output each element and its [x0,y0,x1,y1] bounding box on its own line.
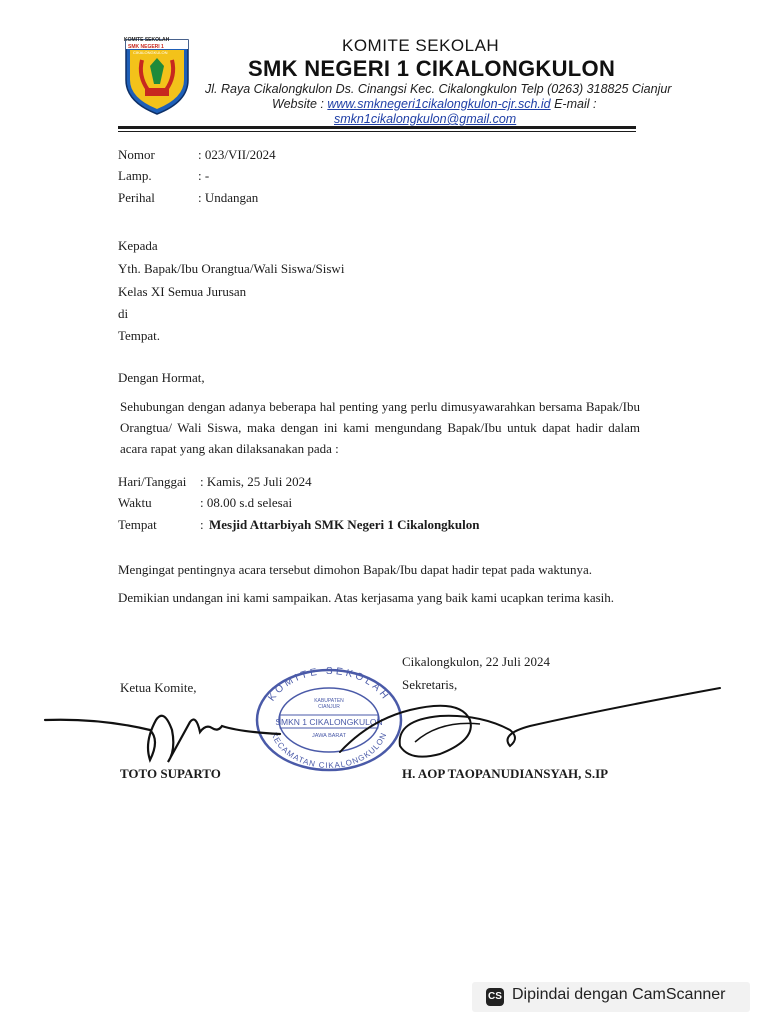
perihal-value: : Undangan [198,190,259,205]
tempat-separator: : [200,517,204,532]
lamp-value: : - [198,168,210,183]
signatures [40,680,740,770]
tempat-label: Tempat [118,517,157,532]
right-signer-title: Sekretaris, [402,677,458,692]
logo-label-top: KOMITE SEKOLAH [124,37,170,43]
header-divider-thin [118,131,636,132]
waktu-label: Waktu [118,495,152,510]
recipient-line-4: di [118,306,129,321]
school-address: Jl. Raya Cikalongkulon Ds. Cinangsi Kec. Cikalongkulon Telp (0263) 318825 Cianjur [205,82,672,96]
hari-value: : Kamis, 25 Juli 2024 [200,474,312,489]
header-divider [118,126,636,129]
website-link[interactable]: www.smknegeri1cikalongkulon-cjr.sch.id [327,97,551,111]
left-signature [45,716,280,762]
email-label: E-mail : [550,97,597,111]
right-signature [340,688,720,757]
waktu-value: : 08.00 s.d selesai [200,495,293,510]
stamp-line-3: SMKN 1 CIKALONGKULON [275,717,383,727]
lamp-label: Lamp. [118,168,152,183]
place-date: Cikalongkulon, 22 Juli 2024 [402,654,551,669]
stamp-ring-top: KOMITE SEKOLAH [266,665,392,704]
recipient-line-1: Kepada [118,238,158,253]
stamp-line-4: JAWA BARAT [311,733,347,739]
nomor-value: : 023/VII/2024 [198,147,276,162]
stamp-ring-bottom: KECAMATAN CIKALONGKULON [269,730,389,771]
recipient-line-2: Yth. Bapak/Ibu Orangtua/Wali Siswa/Siswi [118,261,345,276]
stamp-line-1: KABUPATEN [314,698,344,704]
stamp-line-2: CIANJUR [318,704,340,710]
logo-label-bot: CIKALONGKULON [133,50,168,55]
logo-label-mid: SMK NEGERI 1 [128,44,164,50]
left-signer-title: Ketua Komite, [120,680,197,695]
recipient-line-5: Tempat. [118,328,161,343]
school-name-heading: SMK NEGERI 1 CIKALONGKULON [248,56,616,81]
website-label: Website : [272,97,328,111]
recipient-line-3: Kelas XI Semua Jurusan [118,284,247,299]
camscanner-icon: CS [486,988,504,1006]
hari-label: Hari/Tanggai [118,474,187,489]
contact-line [272,97,596,111]
paragraph-intro: Sehubungan dengan adanya beberapa hal penting yang perlu dimusyawarahkan bersama Bapak/Ibu Orangtua/ Wali Siswa, maka dengan ini kami mengundang Bapak/Ibu untuk dapat hadir dalam acara rapat yang akan dilaksanakan pada : [120,399,640,456]
committee-heading: KOMITE SEKOLAH [342,36,500,55]
paragraph-reminder: Mengingat pentingnya acara tersebut dimohon Bapak/Ibu dapat hadir tepat pada waktunya. [118,562,592,577]
nomor-label: Nomor [118,147,155,162]
perihal-label: Perihal [118,190,155,205]
email-link[interactable]: smkn1cikalongkulon@gmail.com [334,112,517,126]
right-signer-name: H. AOP TAOPANUDIANSYAH, S.IP [402,766,609,781]
greeting: Dengan Hormat, [118,370,205,385]
camscanner-text: Dipindai dengan CamScanner [512,986,726,1003]
paragraph-closing: Demikian undangan ini kami sampaikan. Atas kerjasama yang baik kami ucapkan terima kasih. [118,590,615,605]
left-signer-name: TOTO SUPARTO [120,766,221,781]
tempat-value: Mesjid Attarbiyah SMK Negeri 1 Cikalongkulon [209,517,480,532]
